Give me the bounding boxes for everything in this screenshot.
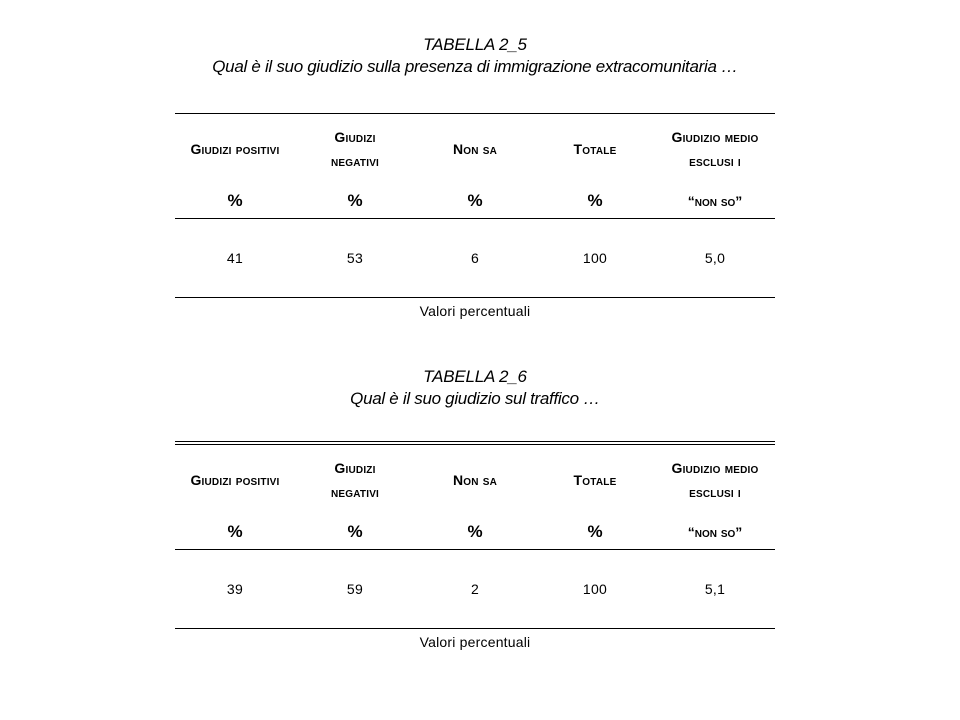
table-block-2-6 bbox=[175, 366, 775, 655]
unit-cell: % bbox=[347, 191, 363, 210]
header-row bbox=[175, 445, 775, 515]
value-giudizi-negativi: 53 bbox=[346, 250, 364, 266]
value-giudizi-positivi: 41 bbox=[226, 250, 244, 266]
value-totale: 100 bbox=[582, 581, 608, 597]
unit-row bbox=[175, 184, 775, 218]
header-giudizio-medio: Giudizio medio esclusi i bbox=[671, 460, 759, 500]
header-non-sa: Non sa bbox=[452, 472, 498, 488]
unit-cell: “non so” bbox=[687, 193, 743, 209]
value-non-sa: 2 bbox=[470, 581, 480, 597]
table-title: TABELLA 2_5 bbox=[423, 35, 527, 54]
data-table bbox=[175, 445, 775, 549]
value-non-sa: 6 bbox=[470, 250, 480, 266]
values-table bbox=[175, 550, 775, 628]
table-question: Qual è il suo giudizio sul traffico … bbox=[350, 389, 600, 408]
value-totale: 100 bbox=[582, 250, 608, 266]
unit-cell: “non so” bbox=[687, 524, 743, 540]
unit-row bbox=[175, 515, 775, 549]
header-non-sa: Non sa bbox=[452, 141, 498, 157]
header-totale: Totale bbox=[573, 472, 617, 488]
unit-cell: % bbox=[227, 522, 243, 541]
header-giudizi-positivi: Giudizi positivi bbox=[190, 141, 280, 157]
unit-cell: % bbox=[587, 191, 603, 210]
unit-cell: % bbox=[227, 191, 243, 210]
header-totale: Totale bbox=[573, 141, 617, 157]
table-title: TABELLA 2_6 bbox=[423, 367, 527, 386]
unit-cell: % bbox=[587, 522, 603, 541]
table-block-2-5 bbox=[175, 34, 775, 324]
unit-cell: % bbox=[467, 191, 483, 210]
header-giudizi-negativi: Giudizi negativi bbox=[330, 460, 380, 500]
values-table bbox=[175, 219, 775, 297]
value-giudizio-medio: 5,1 bbox=[704, 581, 726, 597]
header-giudizio-medio: Giudizio medio esclusi i bbox=[671, 129, 759, 169]
data-table bbox=[175, 114, 775, 218]
table-footnote: Valori percentuali bbox=[419, 303, 531, 319]
value-giudizi-positivi: 39 bbox=[226, 581, 244, 597]
header-giudizi-positivi: Giudizi positivi bbox=[190, 472, 280, 488]
value-giudizio-medio: 5,0 bbox=[704, 250, 726, 266]
value-row bbox=[175, 219, 775, 297]
unit-cell: % bbox=[467, 522, 483, 541]
header-row bbox=[175, 114, 775, 184]
table-question: Qual è il suo giudizio sulla presenza di immigrazione extracomunitaria … bbox=[212, 57, 738, 76]
header-giudizi-negativi: Giudizi negativi bbox=[330, 129, 380, 169]
value-giudizi-negativi: 59 bbox=[346, 581, 364, 597]
value-row bbox=[175, 550, 775, 628]
table-footnote: Valori percentuali bbox=[419, 634, 531, 650]
unit-cell: % bbox=[347, 522, 363, 541]
